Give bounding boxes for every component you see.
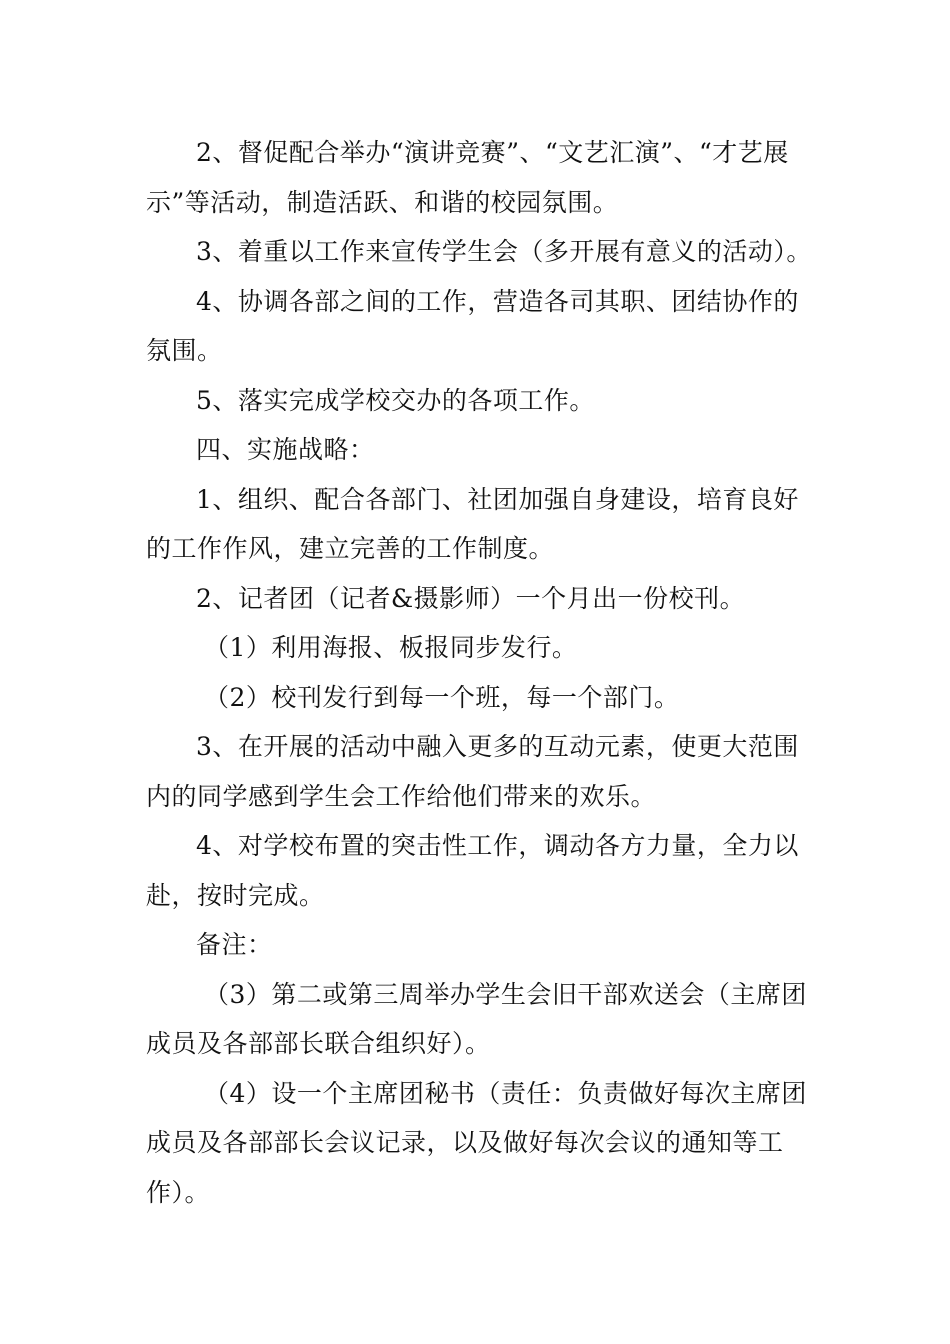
document-body	[146, 128, 816, 1217]
strategy-subitem-1: （1）利用海报、板报同步发行。	[204, 633, 578, 662]
strategy-subitem-2: （2）校刊发行到每一个班，每一个部门。	[204, 682, 680, 712]
strategy-item-3: 3、在开展的活动中融入更多的互动元素，使更大范围内的同学感到学生会工作给他们带来的欢乐。	[146, 732, 799, 811]
paragraph-item-3: 3、着重以工作来宣传学生会（多开展有意义的活动）。	[196, 237, 812, 266]
paragraph-item-4: 4、协调各部之间的工作，营造各司其职、团结协作的氛围。	[146, 286, 799, 365]
strategy-item-4: 4、对学校布置的突击性工作，调动各方力量，全力以赴，按时完成。	[146, 831, 799, 910]
note-item-4: （4）设一个主席团秘书（责任：负责做好每次主席团成员及各部部长会议记录，以及做好每次会议的通知等工作）。	[146, 1078, 807, 1207]
strategy-item-2: 2、记者团（记者&摄影师）一个月出一份校刊。	[196, 583, 746, 613]
paragraph-item-5: 5、落实完成学校交办的各项工作。	[196, 385, 595, 415]
note-item-3: （3）第二或第三周举办学生会旧干部欢送会（主席团成员及各部部长联合组织好）。	[146, 979, 807, 1058]
notes-heading: 备注：	[196, 930, 273, 959]
paragraph-item-2: 2、督促配合举办“演讲竞赛”、“文艺汇演”、“才艺展示”等活动，制造活跃、和谐的校园氛围。	[146, 138, 789, 217]
section-heading-strategy: 四、实施战略：	[196, 435, 375, 464]
strategy-item-1: 1、组织、配合各部门、社团加强自身建设，培育良好的工作作风，建立完善的工作制度。	[146, 484, 799, 563]
